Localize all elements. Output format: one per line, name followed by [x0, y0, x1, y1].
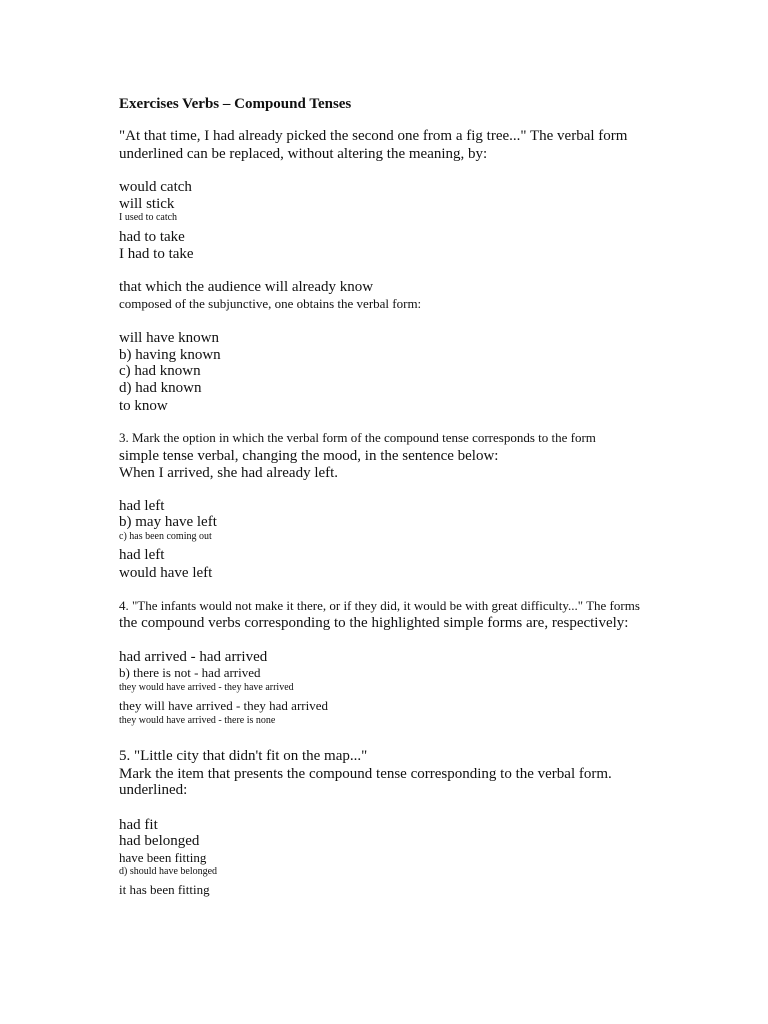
q4-line-1: 4. "The infants would not make it there, or if they did, it would be with great difficulty..." The forms [119, 598, 640, 613]
q1-option-2: will stick [119, 196, 175, 212]
q4-option-5: they would have arrived - there is none [119, 715, 276, 726]
q3-option-4: had left [119, 547, 165, 563]
q2-line-1: that which the audience will already know [119, 279, 374, 295]
q5-option-4: d) should have belonged [119, 866, 218, 877]
q2-option-1: will have known [119, 330, 219, 346]
q3-option-5: would have left [119, 565, 213, 581]
q5-line-3: underlined: [119, 782, 188, 798]
q1-option-3: I used to catch [119, 212, 178, 223]
q5-line-2: Mark the item that presents the compound tense corresponding to the verbal form. [119, 766, 612, 782]
q1-intro-line-2: underlined can be replaced, without altering the meaning, by: [119, 146, 488, 162]
q3-option-1: had left [119, 498, 165, 514]
q2-option-4: d) had known [119, 380, 202, 396]
q4-option-4: they will have arrived - they had arrived [119, 698, 328, 713]
q2-option-5: to know [119, 398, 168, 414]
q1-option-4: had to take [119, 229, 185, 245]
q1-option-5: I had to take [119, 246, 194, 262]
q1-option-1: would catch [119, 179, 192, 195]
page-title: Exercises Verbs – Compound Tenses [119, 96, 352, 112]
q3-line-1: 3. Mark the option in which the verbal form of the compound tense corresponds to the form [119, 430, 596, 445]
q5-option-5: it has been fitting [119, 882, 210, 897]
q3-line-2: simple tense verbal, changing the mood, in the sentence below: [119, 448, 499, 464]
q2-option-3: c) had known [119, 363, 201, 379]
q5-option-3: have been fitting [119, 850, 207, 865]
q4-option-1: had arrived - had arrived [119, 649, 268, 665]
q4-line-2: the compound verbs corresponding to the highlighted simple forms are, respectively: [119, 615, 629, 631]
q3-option-2: b) may have left [119, 514, 217, 530]
q3-line-3: When I arrived, she had already left. [119, 465, 339, 481]
q5-line-1: 5. "Little city that didn't fit on the map..." [119, 748, 368, 764]
q5-option-1: had fit [119, 817, 158, 833]
q4-option-3: they would have arrived - they have arrived [119, 682, 294, 693]
q2-option-2: b) having known [119, 347, 221, 363]
q3-option-3: c) has been coming out [119, 531, 212, 542]
q4-option-2: b) there is not - had arrived [119, 665, 261, 680]
q5-option-2: had belonged [119, 833, 200, 849]
q2-line-2: composed of the subjunctive, one obtains the verbal form: [119, 296, 422, 311]
q1-intro-line-1: "At that time, I had already picked the second one from a fig tree..." The verbal form [119, 128, 628, 144]
